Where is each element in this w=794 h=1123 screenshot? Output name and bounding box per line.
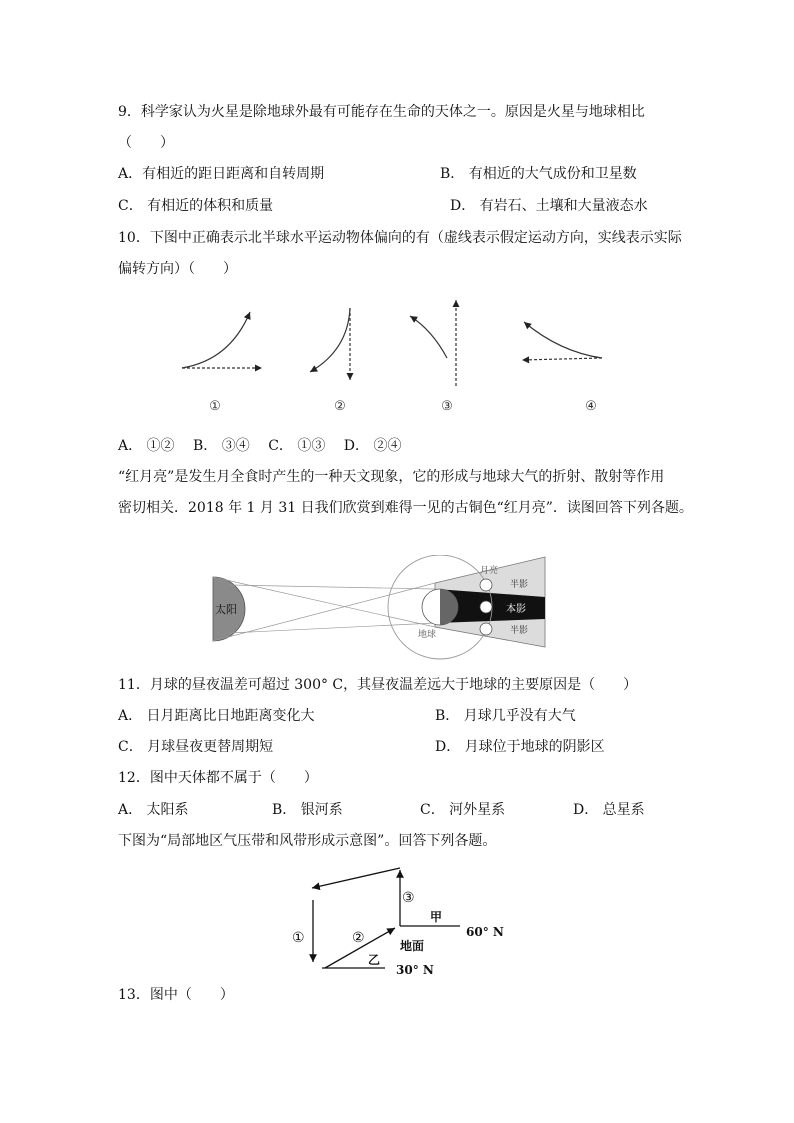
q9-stem: 9．科学家认为火星是除地球外最有可能存在生命的天体之一。原因是火星与地球相比 (118, 104, 645, 120)
diagram-2 (310, 308, 350, 380)
moon-bottom (480, 623, 492, 635)
umbra-label: 本影 (506, 604, 526, 615)
pressure-wind-figure (280, 858, 520, 980)
diagram-label-1: ① (209, 399, 221, 414)
intro1-line1: “红月亮”是发生月全食时产生的一种天文现象，它的形成与地球大气的折射、散射等作用 (118, 469, 665, 485)
diagram-3 (410, 300, 456, 386)
label-2: ② (352, 930, 365, 946)
q13-stem: 13．图中（ ） (118, 987, 234, 1003)
q10-options: A． ①② B． ③④ C． ①③ D． ②④ (118, 438, 402, 454)
q12-option-a: A． 太阳系 (118, 802, 189, 818)
q12-option-c: C． 河外星系 (420, 802, 506, 818)
moon-eclipsed (480, 601, 492, 613)
label-yi: 乙 (368, 953, 381, 967)
deflection-figure (170, 290, 620, 420)
intro1-line2: 密切相关．2018 年 1 月 31 日我们欣赏到难得一见的古铜色“红月亮”．读图回答下列各题。 (118, 500, 693, 516)
diagram-label-4: ④ (585, 399, 597, 414)
label-ground: 地面 (400, 939, 425, 953)
q11-option-c: C． 月球昼夜更替周期短 (118, 739, 274, 755)
sun-label: 太阳 (215, 603, 237, 616)
label-1: ① (292, 930, 305, 946)
sun-rays (213, 577, 435, 641)
q11-stem: 11．月球的昼夜温差可超过 300° C，其昼夜温差远大于地球的主要原因是（ ） (118, 677, 638, 693)
lunar-eclipse-figure (210, 555, 550, 663)
intro2-line1: 下图为“局部地区气压带和风带形成示意图”。回答下列各题。 (118, 833, 497, 849)
q9-option-b: B． 有相近的大气成份和卫星数 (440, 166, 637, 182)
q9-paren: （ ） (118, 135, 174, 151)
label-3: ③ (402, 890, 415, 906)
q9-option-c: C． 有相近的体积和质量 (118, 198, 274, 214)
label-30n: 30° N (396, 963, 434, 977)
q10-stem-line2: 偏转方向）（ ） (118, 261, 237, 277)
q12-option-d: D． 总星系 (573, 802, 645, 818)
q11-option-a: A． 日月距离比日地距离变化大 (118, 708, 315, 724)
q11-option-b: B． 月球几乎没有大气 (435, 708, 576, 724)
q12-stem: 12．图中天体都不属于（ ） (118, 770, 318, 786)
diagram-label-3: ③ (441, 399, 453, 414)
label-60n: 60° N (466, 925, 504, 939)
penumbra-bottom-label: 半影 (510, 626, 529, 636)
diagram-4 (522, 322, 602, 360)
diagram-label-2: ② (334, 399, 346, 414)
moon-top (480, 579, 492, 591)
moon-label: 月亮 (480, 566, 499, 576)
q10-stem-line1: 10．下图中正确表示北半球水平运动物体偏向的有（虚线表示假定运动方向，实线表示实际 (118, 230, 682, 246)
q9-option-a: A．有相近的距日距离和自转周期 (118, 166, 325, 182)
q9-option-d: D． 有岩石、土壤和大量液态水 (450, 198, 648, 214)
earth-label: 地球 (418, 630, 437, 640)
diagram-1 (182, 312, 262, 368)
penumbra-top-label: 半影 (510, 580, 529, 590)
q11-option-d: D． 月球位于地球的阴影区 (435, 739, 605, 755)
q12-option-b: B． 银河系 (272, 802, 343, 818)
label-jia: 甲 (430, 910, 443, 924)
